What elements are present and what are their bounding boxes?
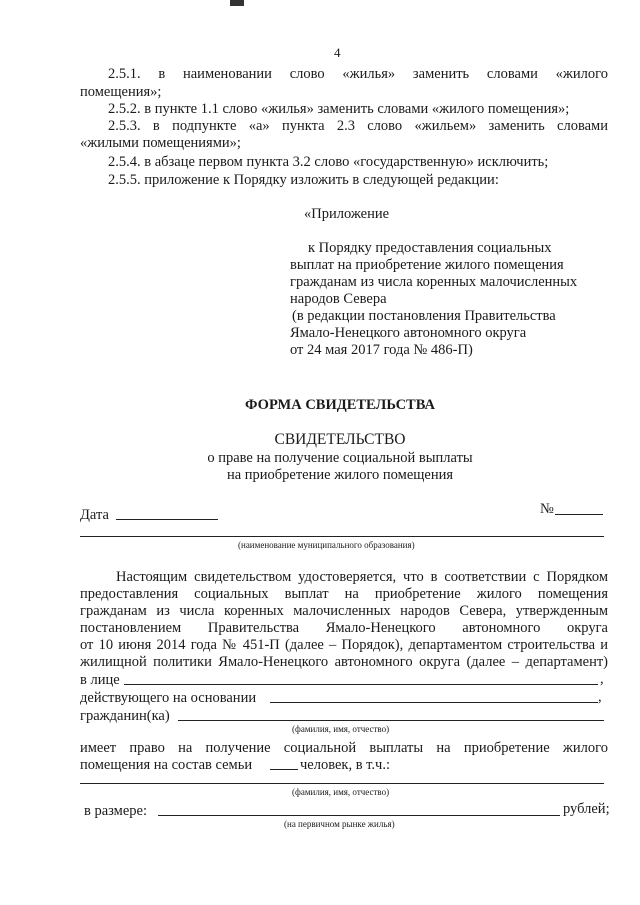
- certificate-subtitle: на приобретение жилого помещения: [226, 467, 454, 483]
- appendix-line: Ямало-Ненецкого автономного округа: [290, 325, 527, 341]
- body-line: гражданам из числа коренных малочисленных народов Севера, утвержденным: [80, 603, 608, 619]
- body-line: от 10 июня 2014 года № 451-П (далее – Порядок), департаментом строительства и: [80, 637, 608, 653]
- certificate-title: СВИДЕТЕЛЬСТВО: [274, 431, 406, 448]
- in-person-label: в лице: [80, 672, 120, 688]
- date-field[interactable]: [116, 519, 218, 520]
- amendment-2-5-1-cont: помещения»;: [80, 84, 162, 100]
- family-size-field[interactable]: [270, 769, 298, 770]
- municipality-caption: (наименование муниципального образования): [238, 540, 415, 550]
- amendment-2-5-5: 2.5.5. приложение к Порядку изложить в следующей редакции:: [108, 172, 499, 188]
- acting-basis-field[interactable]: [270, 702, 598, 703]
- date-label: Дата: [80, 507, 109, 523]
- appendix-line: (в редакции постановления Правительства: [292, 308, 556, 324]
- amount-label: в размере:: [84, 803, 148, 819]
- appendix-line: к Порядку предоставления социальных: [308, 240, 552, 256]
- family-size-label: помещения на состав семьи: [80, 757, 253, 773]
- body-line: Настоящим свидетельством удостоверяется, что в соответствии с Порядком: [116, 569, 608, 585]
- appendix-line: народов Севера: [290, 291, 387, 307]
- appendix-line: от 24 мая 2017 года № 486-П): [290, 342, 473, 358]
- scan-mark: [230, 0, 244, 6]
- market-caption: (на первичном рынке жилья): [284, 819, 395, 829]
- page-number: 4: [334, 45, 341, 60]
- amendment-2-5-4: 2.5.4. в абзаце первом пункта 3.2 слово «государственную» исключить;: [108, 154, 549, 170]
- acting-label: действующего на основании: [80, 690, 257, 706]
- comma: ,: [598, 689, 602, 705]
- number-field[interactable]: [555, 514, 603, 515]
- amount-unit: рублей;: [563, 801, 610, 817]
- amendment-2-5-3: 2.5.3. в подпункте «а» пункта 2.3 слово «жильем» заменить словами: [108, 118, 608, 134]
- body-line: постановлением Правительства Ямало-Ненецкого автономного округа: [80, 620, 608, 636]
- municipality-field[interactable]: [80, 536, 604, 537]
- appendix-line: выплат на приобретение жилого помещения: [290, 257, 564, 273]
- in-person-field[interactable]: [124, 684, 598, 685]
- family-members-field[interactable]: [80, 783, 604, 784]
- family-size-suffix: человек, в т.ч.:: [300, 757, 390, 773]
- amendment-2-5-2: 2.5.2. в пункте 1.1 слово «жилья» заменить словами «жилого помещения»;: [108, 101, 570, 117]
- number-label: №: [540, 501, 554, 517]
- amendment-2-5-1: 2.5.1. в наименовании слово «жилья» заменить словами «жилого: [108, 66, 608, 82]
- comma: ,: [600, 671, 604, 687]
- amendment-2-5-3-cont: «жилыми помещениями»;: [80, 135, 241, 151]
- fio-caption: (фамилия, имя, отчество): [292, 724, 390, 734]
- body-line: предоставления социальных выплат на приобретение жилого помещения: [80, 586, 608, 602]
- certificate-subtitle: о праве на получение социальной выплаты: [207, 450, 473, 466]
- citizen-label: гражданин(ка): [80, 708, 170, 724]
- citizen-name-field[interactable]: [178, 720, 604, 721]
- fio-caption-2: (фамилия, имя, отчество): [292, 787, 390, 797]
- appendix-title: «Приложение: [304, 206, 390, 222]
- amount-field[interactable]: [158, 815, 560, 816]
- appendix-line: гражданам из числа коренных малочисленных: [290, 274, 578, 290]
- form-heading: ФОРМА СВИДЕТЕЛЬСТВА: [245, 397, 435, 413]
- right-line: имеет право на получение социальной выплаты на приобретение жилого: [80, 740, 608, 756]
- body-line: жилищной политики Ямало-Ненецкого автономного округа (далее – департамент): [80, 654, 608, 670]
